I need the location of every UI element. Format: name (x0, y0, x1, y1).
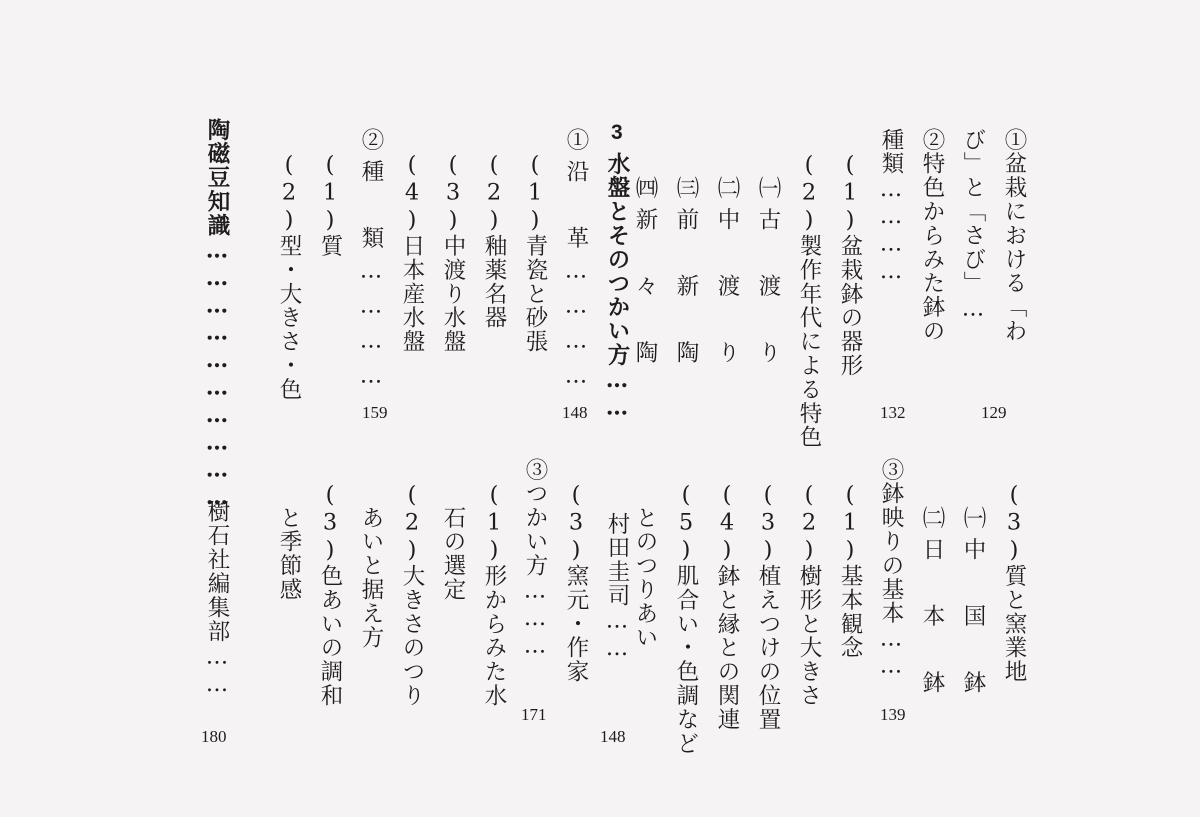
chapter-title: 水盤とそのつかい方…… (604, 152, 630, 422)
toc-entry: (1)形からみた水 (481, 482, 507, 708)
toc-entry: あいと据え方 (358, 506, 384, 650)
toc-entry: ①沿 革………… (563, 128, 589, 398)
toc-page-number: 148 (600, 727, 626, 746)
toc-entry-pot-types-2: 種類………… (878, 128, 904, 286)
toc-entry: (3)植えつけの位置 (755, 482, 781, 732)
toc-entry: ㈠中 国 鉢 (960, 506, 986, 702)
toc-entry: (3)色あいの調和 (317, 482, 343, 708)
toc-entry-wabi-sabi-1: ①盆栽における「わ (1001, 128, 1027, 344)
toc-entry: ③鉢映りの基本…… (878, 458, 904, 681)
toc-entry: (3)中渡り水盤 (440, 152, 466, 354)
toc-entry: (4)鉢と縁との関連 (714, 482, 740, 732)
toc-entry-pot-types-1: ②特色からみた鉢の (919, 128, 945, 344)
toc-page-number: 132 (880, 403, 906, 422)
toc-entry-wabi-sabi-2: び」と「さび」… (960, 128, 986, 323)
toc-entry: と季節感 (276, 506, 302, 602)
toc-entry: ③つかい方……… (522, 458, 548, 660)
toc-entry: (5)肌合い・色調など (673, 482, 699, 756)
toc-entry: (1)青瓷と砂張 (522, 152, 548, 354)
toc-entry: (1)質 (317, 152, 343, 259)
toc-entry: ㈡中 渡 り (714, 176, 740, 372)
toc-entry: ㈠古 渡 り (755, 176, 781, 372)
toc-entry-ceramics-trivia: 陶磁豆知識………………………… (204, 118, 230, 512)
toc-entry: 石の選定 (440, 506, 466, 602)
toc-entry: (3)質と窯業地 (1001, 482, 1027, 684)
toc-page-number: 171 (521, 705, 547, 724)
toc-entry: ㈢前 新 陶 (673, 176, 699, 372)
toc-entry: (2)製作年代による特色 (796, 152, 822, 450)
toc-entry: ㈣新 々 陶 (632, 176, 658, 372)
toc-author: 村田圭司…… (604, 512, 630, 663)
toc-page-number: 139 (880, 705, 906, 724)
toc-entry: (1)基本観念 (837, 482, 863, 660)
toc-entry: ㈡日 本 鉢 (919, 506, 945, 702)
toc-entry: (4)日本産水盤 (399, 152, 425, 354)
toc-author: 樹石社編集部…… (204, 500, 230, 699)
chapter-number: 3 (611, 121, 623, 144)
toc-page-number: 148 (562, 403, 588, 422)
toc-entry: ②種 類………… (358, 128, 384, 398)
toc-entry: (3)窯元・作家 (563, 482, 589, 684)
toc-entry: とのつりあい (632, 506, 658, 650)
toc-entry: (2)樹形と大きさ (796, 482, 822, 708)
toc-entry: (1)盆栽鉢の器形 (837, 152, 863, 378)
toc-page-number: 180 (201, 727, 227, 746)
toc-entry: (2)型・大きさ・色 (276, 152, 302, 402)
toc-entry: (2)大きさのつり (399, 482, 425, 708)
toc-page-number: 159 (362, 403, 388, 422)
toc-entry: (2)釉薬名器 (481, 152, 507, 330)
toc-page-number: 129 (981, 403, 1007, 422)
